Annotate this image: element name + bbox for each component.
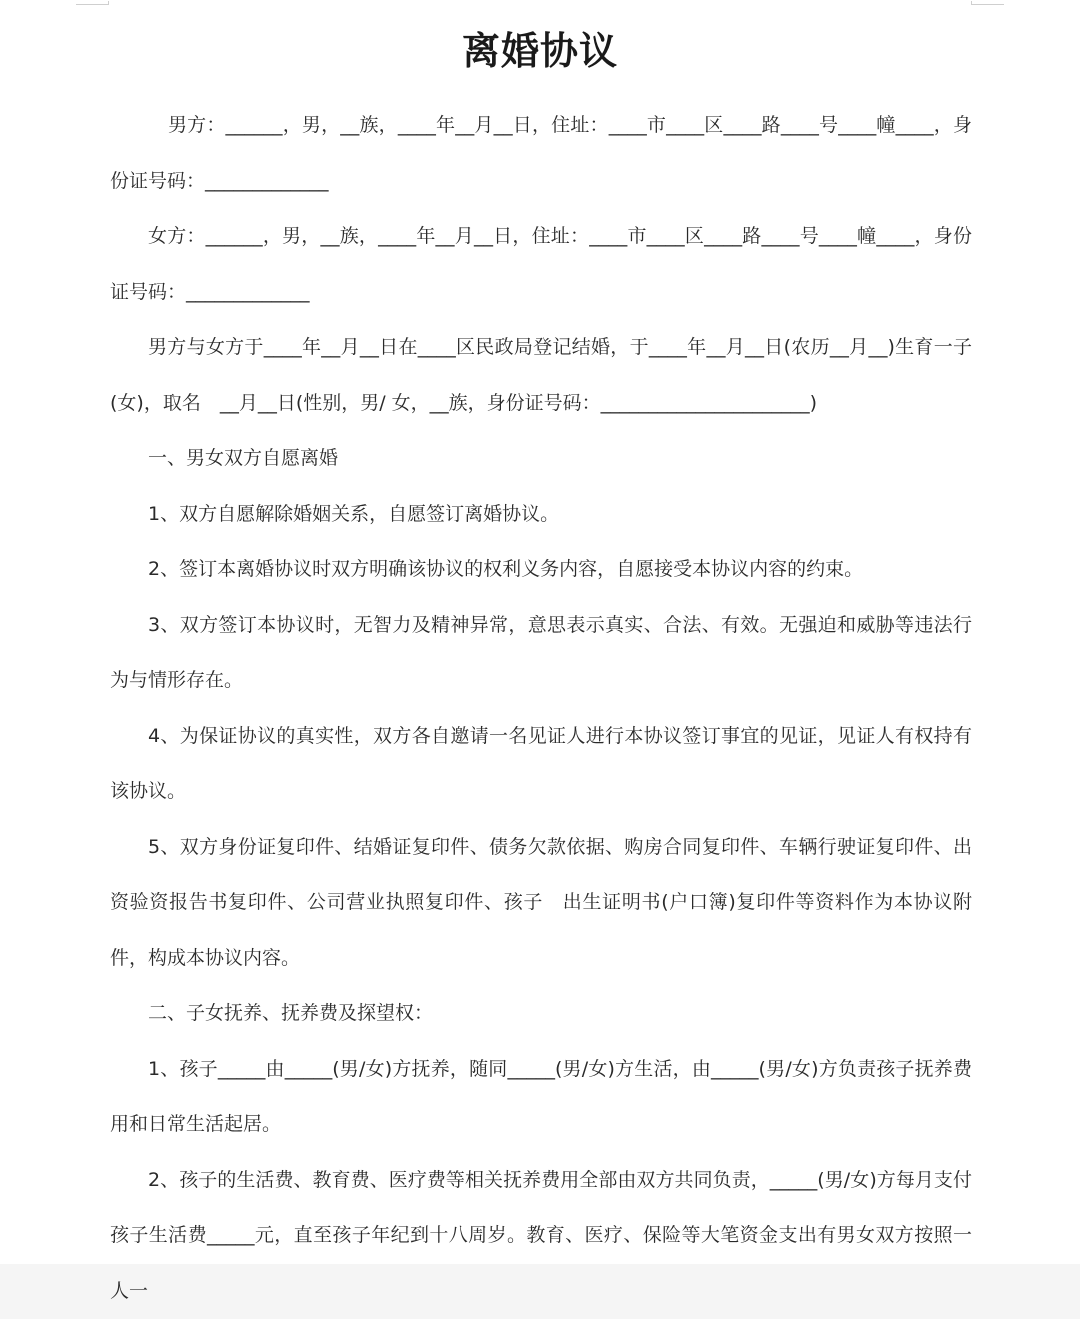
clause-1-5: 5、双方身份证复印件、结婚证复印件、债务欠款依据、购房合同复印件、车辆行驶证复印件、出资验资报告书复印件、公司营业执照复印件、孩子 出生证明书(户口簿)复印件等资料作为本协议附件，构成本协议内容。 (110, 820, 972, 987)
clause-1-1: 1、双方自愿解除婚姻关系，自愿签订离婚协议。 (110, 487, 972, 543)
section-heading-child-custody: 二、子女抚养、抚养费及探望权： (110, 986, 972, 1042)
clause-1-2: 2、签订本离婚协议时双方明确该协议的权利义务内容，自愿接受本协议内容的约束。 (110, 542, 972, 598)
clause-2-1: 1、孩子_____由_____(男/女)方抚养，随同_____(男/女)方生活，由_____(男/女)方负责孩子抚养费用和日常生活起居。 (110, 1042, 972, 1153)
paragraph-marriage-info: 男方与女方于____年__月__日在____区民政局登记结婚，于____年__月__日(农历__月__)生育一子(女)，取名 __月__日(性别，男/ 女，__族，身份证号码：______________________) (110, 320, 972, 431)
section-heading-voluntary-divorce: 一、男女双方自愿离婚 (110, 431, 972, 487)
clause-1-4: 4、为保证协议的真实性，双方各自邀请一名见证人进行本协议签订事宜的见证，见证人有权持有该协议。 (110, 709, 972, 820)
crop-mark-right (972, 4, 1004, 5)
crop-mark-left (76, 4, 108, 5)
paragraph-male-party: 男方：______，男，__族，____年__月__日，住址：____市____区____路____号____幢____，身份证号码：_____________ (110, 98, 972, 209)
clause-2-2: 2、孩子的生活费、教育费、医疗费等相关抚养费用全部由双方共同负责，_____(男/女)方每月支付孩子生活费_____元，直至孩子年纪到十八周岁。教育、医疗、保险等大笔资金支出有男女双方按照一人一 (110, 1153, 972, 1319)
document-title: 离婚协议 (0, 20, 1080, 75)
document-body (110, 98, 972, 1319)
paragraph-female-party: 女方：______，男，__族，____年__月__日，住址：____市____区____路____号____幢____，身份证号码：_____________ (110, 209, 972, 320)
clause-1-3: 3、双方签订本协议时，无智力及精神异常，意思表示真实、合法、有效。无强迫和威胁等违法行为与情形存在。 (110, 598, 972, 709)
